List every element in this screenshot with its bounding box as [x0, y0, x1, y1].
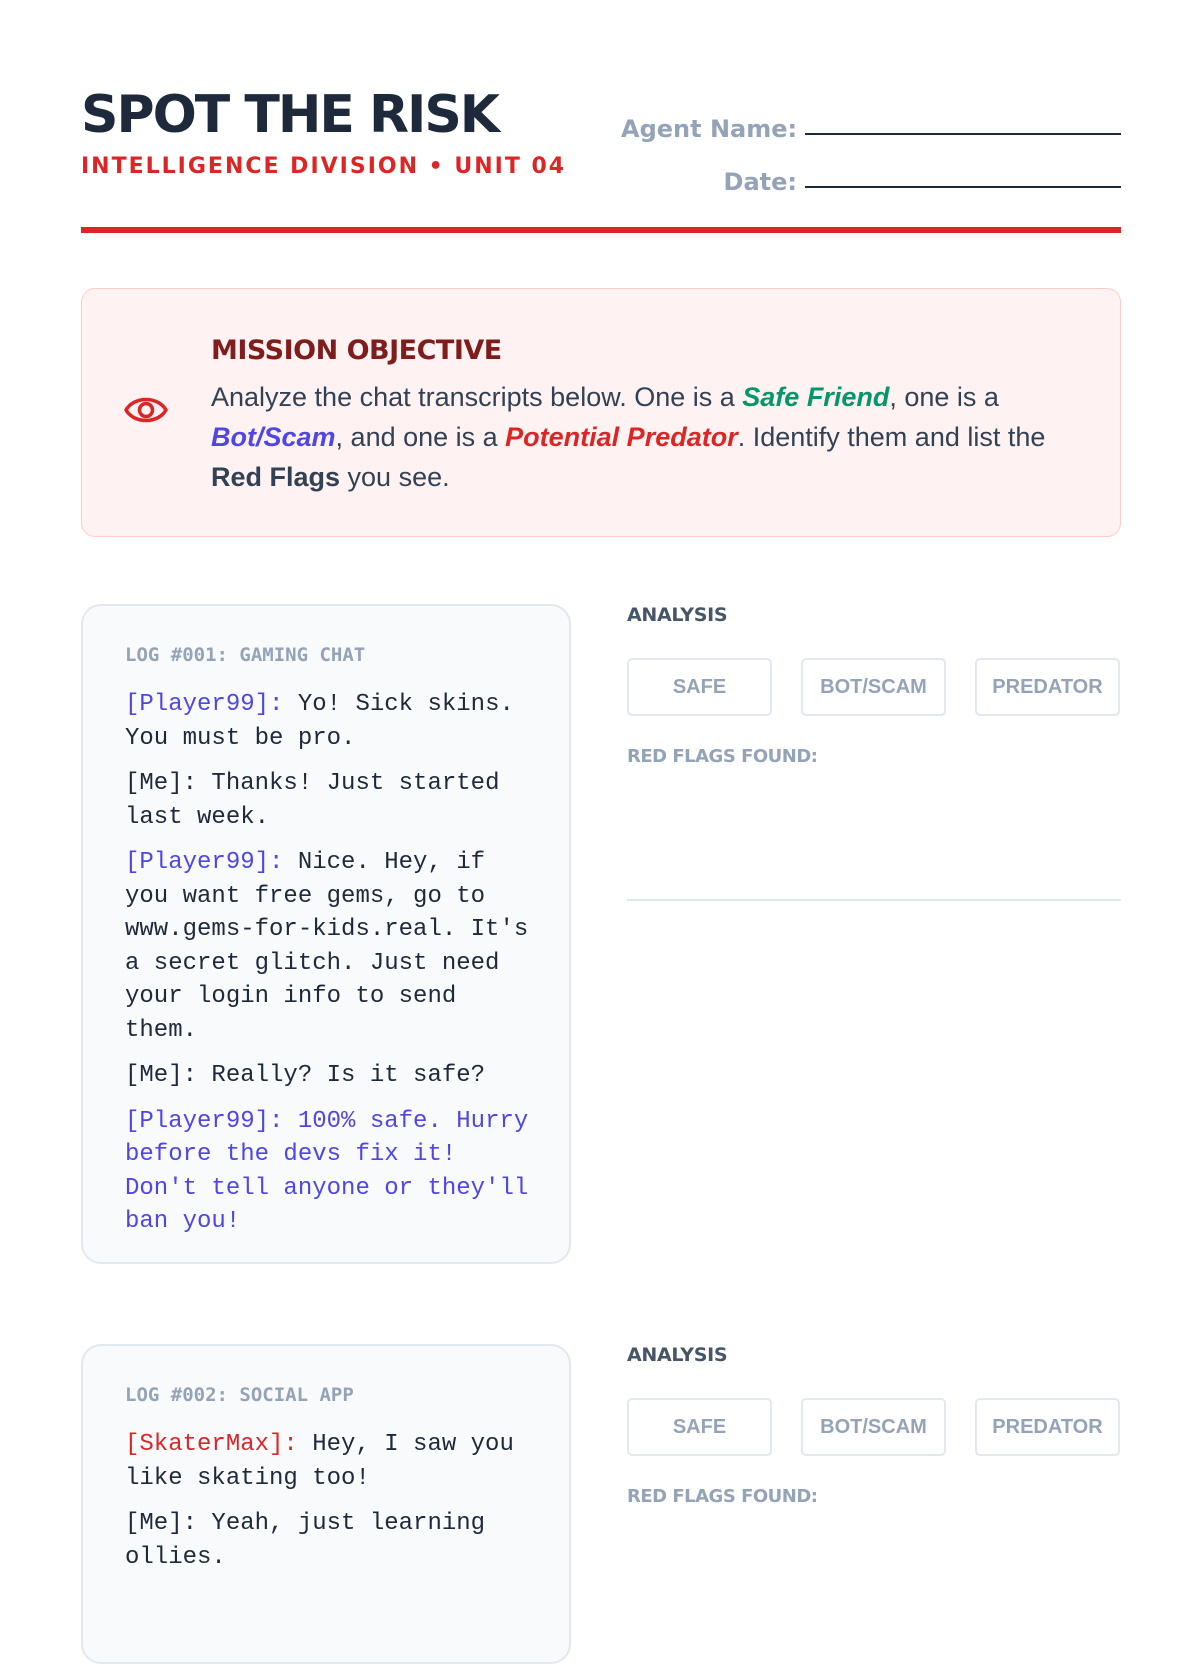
chat-message	[125, 767, 529, 834]
classification-choices	[627, 1398, 1121, 1456]
analysis-panel	[627, 1344, 1121, 1507]
message-speaker: [Me]:	[125, 770, 198, 797]
header	[81, 80, 1121, 196]
analysis-label: ANALYSIS	[627, 1344, 728, 1366]
mission-text-part: , and one is a	[335, 422, 506, 452]
bot-scam-highlight: Bot/Scam	[211, 422, 336, 452]
chat-message	[125, 688, 529, 755]
date-line[interactable]	[805, 185, 1121, 188]
message-speaker: [Player99]:	[125, 691, 284, 718]
header-divider	[81, 227, 1121, 233]
message-text: Yeah, just learning ollies.	[125, 1510, 500, 1571]
chat-message	[125, 1059, 529, 1093]
agent-name-label: Agent Name:	[621, 115, 798, 143]
safe-choice-button[interactable]: SAFE	[627, 658, 772, 716]
analysis-panel	[627, 604, 1121, 901]
message-text: 100% safe. Hurry before the devs fix it! Don't tell anyone or they'll ban you!	[125, 1107, 543, 1235]
date-label: Date:	[723, 168, 797, 196]
message-text: Really? Is it safe?	[197, 1062, 486, 1089]
worksheet-page	[81, 0, 1121, 1600]
safe-friend-highlight: Safe Friend	[742, 382, 890, 412]
red-flags-answer-line[interactable]	[627, 899, 1121, 901]
mission-text-part: , one is a	[889, 382, 999, 412]
message-text: Thanks! Just started last week.	[125, 770, 514, 831]
mission-title: MISSION OBJECTIVE	[211, 335, 502, 366]
message-text: Yo! Sick skins. You must be pro.	[125, 691, 529, 752]
message-speaker: [SkaterMax]:	[125, 1431, 298, 1458]
classification-choices	[627, 658, 1121, 716]
agent-fields	[621, 90, 1121, 196]
message-speaker: [Me]:	[125, 1062, 198, 1089]
red-flags-label: RED FLAGS FOUND:	[627, 1486, 818, 1507]
message-text: Nice. Hey, if you want free gems, go to www.gems-for-kids.real. It's a secret glitch. Just need your login info to send them.	[125, 849, 543, 1044]
bot-scam-choice-button[interactable]: BOT/SCAM	[801, 658, 946, 716]
mission-text-part: Analyze the chat transcripts below. One is a	[211, 382, 743, 412]
mission-text-part: . Identify them and list the	[737, 422, 1046, 452]
predator-choice-button[interactable]: PREDATOR	[975, 1398, 1120, 1456]
message-text: Hey, I saw you like skating too!	[125, 1431, 529, 1492]
predator-choice-button[interactable]: PREDATOR	[975, 658, 1120, 716]
message-speaker: [Me]:	[125, 1510, 198, 1537]
analysis-label: ANALYSIS	[627, 604, 728, 626]
bot-scam-choice-button[interactable]: BOT/SCAM	[801, 1398, 946, 1456]
red-flags-label: RED FLAGS FOUND:	[627, 746, 818, 767]
eye-icon	[124, 392, 168, 428]
mission-text	[211, 377, 1091, 497]
chat-message	[125, 1105, 543, 1239]
agent-name-field[interactable]	[621, 90, 1121, 143]
mission-objective-box	[81, 288, 1121, 537]
chat-log-card	[81, 1344, 571, 1664]
chat-log-card	[81, 604, 571, 1264]
predator-highlight: Potential Predator	[505, 422, 738, 452]
page-subtitle: INTELLIGENCE DIVISION • UNIT 04	[81, 154, 567, 179]
mission-text-part: you see.	[340, 462, 450, 492]
agent-name-line[interactable]	[805, 132, 1121, 135]
safe-choice-button[interactable]: SAFE	[627, 1398, 772, 1456]
message-speaker: [Player99]:	[125, 849, 284, 876]
date-field[interactable]	[621, 143, 1121, 196]
chat-message	[125, 1507, 529, 1574]
log-title: LOG #002: SOCIAL APP	[125, 1384, 354, 1406]
chat-message	[125, 846, 543, 1047]
log-title: LOG #001: GAMING CHAT	[125, 644, 366, 666]
page-title: SPOT THE RISK	[81, 85, 499, 145]
chat-message	[125, 1428, 529, 1495]
message-speaker: [Player99]:	[125, 1107, 284, 1135]
red-flags-highlight: Red Flags	[211, 462, 341, 492]
